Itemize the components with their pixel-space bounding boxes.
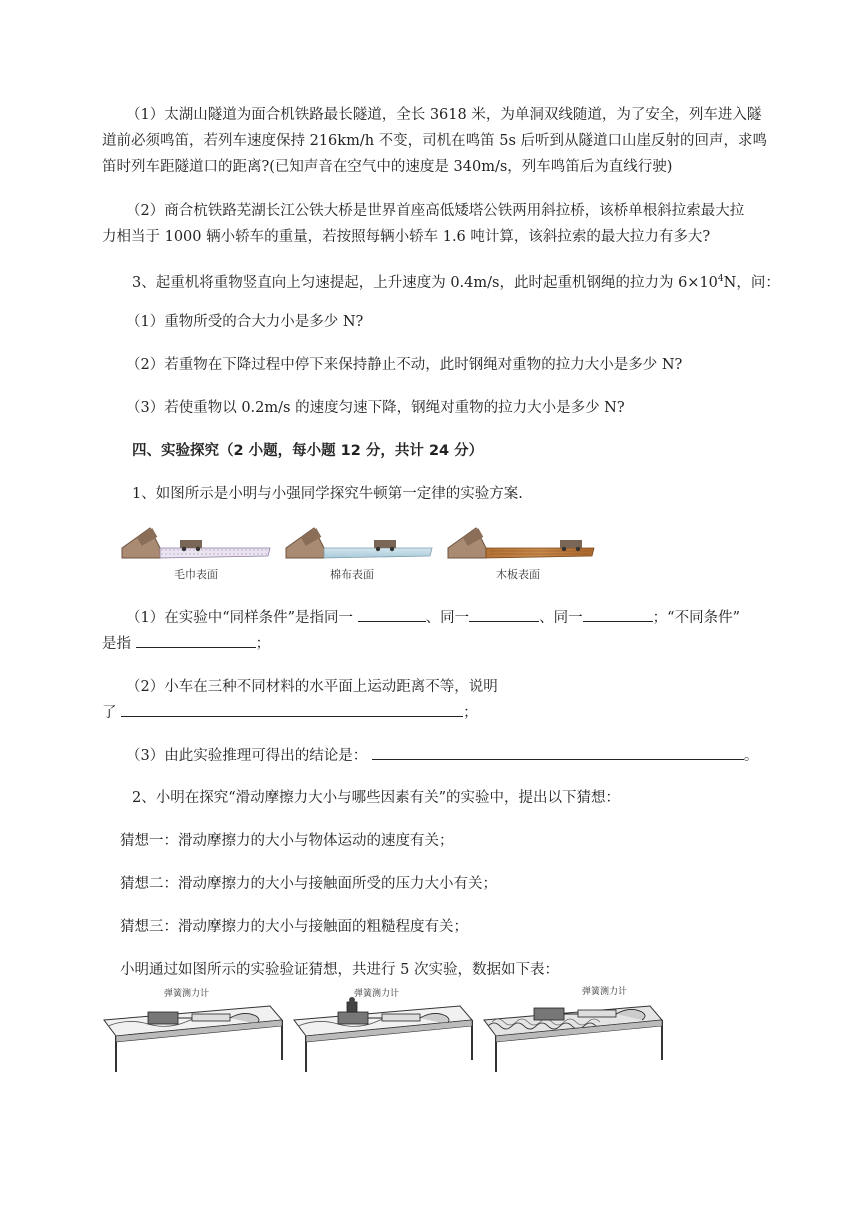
q3-intro-sup: 4 bbox=[717, 274, 724, 284]
q3-sub3: （3）若使重物以 0.2m/s 的速度匀速下降，钢绳对重物的拉力大小是多少 N? bbox=[126, 400, 625, 416]
meter-label-2: 弹簧测力计 bbox=[354, 989, 400, 999]
answer-blank-5[interactable] bbox=[121, 700, 463, 717]
exp1-sub2-b: 了 bbox=[102, 705, 122, 721]
exp1-sub3-b: 。 bbox=[743, 748, 759, 764]
q3-intro-post: N，问： bbox=[723, 274, 780, 291]
friction-experiment-figure bbox=[102, 980, 664, 1074]
exp1-sub2-line2 bbox=[102, 700, 478, 726]
meter-label-1: 弹簧测力计 bbox=[164, 989, 210, 999]
q3-sub1: （1）重物所受的合大力小是多少 N? bbox=[126, 314, 364, 330]
exp1-sub1-a: （1）在实验中“同样条件”是指同一 bbox=[126, 610, 358, 626]
exp1-sub3 bbox=[126, 743, 758, 769]
exp2-intro: 2、小明在探究“滑动摩擦力大小与哪些因素有关”的实验中，提出以下猜想： bbox=[132, 790, 621, 806]
caption-towel: 毛巾表面 bbox=[174, 568, 218, 581]
answer-blank-6[interactable] bbox=[372, 743, 744, 760]
exp1-sub2-line1: （2）小车在三种不同材料的水平面上运动距离不等，说明 bbox=[126, 679, 498, 695]
exp1-sub1-c: 、同一 bbox=[539, 610, 583, 626]
q1-1-line2: 道前必须鸣笛，若列车速度保持 216km/h 不变，司机在鸣笛 5s 后听到从隧道口山崖反射的回声，求鸣 bbox=[102, 133, 768, 149]
section4-heading: 四、实验探究（2 小题，每小题 12 分，共计 24 分） bbox=[132, 443, 484, 459]
caption-cotton: 棉布表面 bbox=[330, 568, 374, 581]
q3-intro bbox=[132, 266, 780, 296]
exp2-guess1: 猜想一：滑动摩擦力的大小与物体运动的速度有关； bbox=[120, 833, 454, 849]
answer-blank-3[interactable] bbox=[583, 605, 653, 622]
q3-sub2: （2）若重物在下降过程中停下来保持静止不动，此时钢绳对重物的拉力大小是多少 N? bbox=[126, 357, 683, 373]
wood-surface-setup bbox=[448, 528, 594, 558]
q1-2-line2: 力相当于 1000 辆小轿车的重量，若按照每辆小轿车 1.6 吨计算，该斜拉索的最大拉力有多大? bbox=[102, 229, 711, 245]
exp1-sub1-b: 、同一 bbox=[425, 610, 470, 626]
exp1-sub1 bbox=[126, 605, 740, 631]
exp2-guess3: 猜想三：滑动摩擦力的大小与接触面的粗糙程度有关； bbox=[120, 919, 468, 935]
caption-wood: 木板表面 bbox=[496, 568, 540, 581]
q3-intro-pre: 3、起重机将重物竖直向上匀速提起，上升速度为 0.4m/s，此时起重机钢绳的拉力为 6×10 bbox=[132, 274, 718, 291]
exp1-intro: 1、如图所示是小明与小强同学探究牛顿第一定律的实验方案. bbox=[132, 486, 523, 502]
answer-blank-4[interactable] bbox=[136, 631, 256, 648]
q1-2-line1: （2）商合杭铁路芜湖长江公铁大桥是世界首座高低矮塔公铁两用斜拉桥，该桥单根斜拉索最大拉 bbox=[126, 203, 745, 219]
towel-surface-setup bbox=[122, 528, 270, 558]
q1-1-line3: 笛时列车距隧道口的距离?(已知声音在空气中的速度是 340m/s，列车鸣笛后为直线行驶) bbox=[102, 159, 673, 175]
answer-blank-1[interactable] bbox=[358, 605, 426, 622]
q1-1-line1: （1）太湖山隧道为面合机铁路最长隧道，全长 3618 米，为单洞双线随道，为了安全，列车进入隧 bbox=[126, 107, 762, 123]
exp2-guess2: 猜想二：滑动摩擦力的大小与接触面所受的压力大小有关； bbox=[120, 876, 497, 892]
exp1-sub1-f: ； bbox=[255, 636, 271, 652]
cotton-surface-setup bbox=[286, 528, 432, 558]
exp1-sub1-d: ；“不同条件” bbox=[652, 610, 740, 626]
exp1-sub3-a: （3）由此实验推理可得出的结论是： bbox=[126, 748, 372, 764]
answer-blank-2[interactable] bbox=[469, 605, 539, 622]
exp1-sub1-e: 是指 bbox=[102, 636, 136, 652]
exp1-sub2-c: ； bbox=[463, 705, 478, 721]
exp2-outro: 小明通过如图所示的实验验证猜想，共进行 5 次实验，数据如下表： bbox=[120, 962, 559, 978]
exp1-sub1-line2 bbox=[102, 631, 270, 657]
meter-label-3: 弹簧测力计 bbox=[582, 987, 628, 997]
